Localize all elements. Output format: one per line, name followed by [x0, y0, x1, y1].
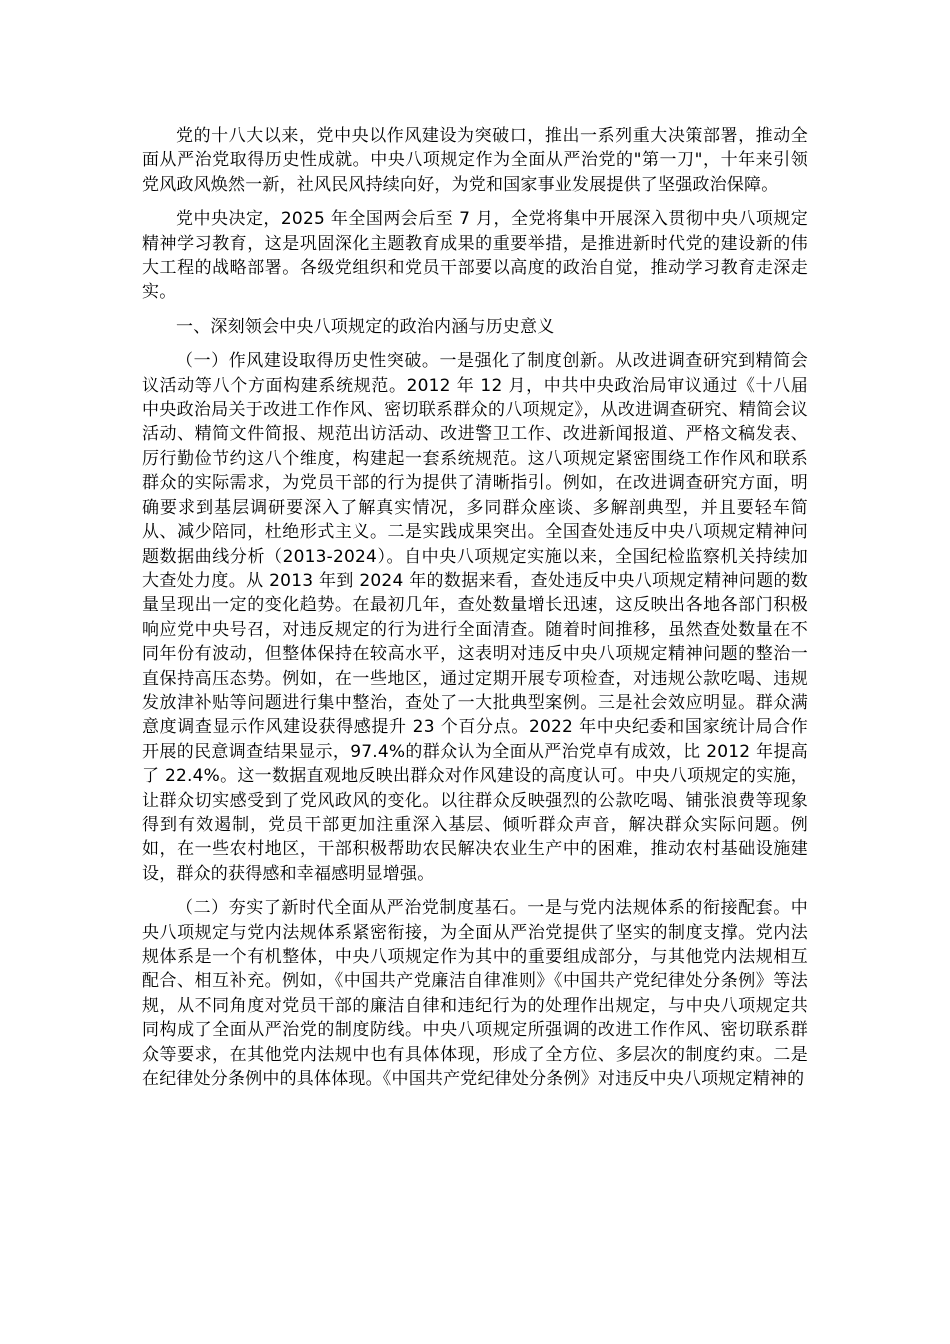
section-heading: 一、深刻领会中央八项规定的政治内涵与历史意义	[176, 316, 555, 337]
intro-paragraph-1: 党的十八大以来，党中央以作风建设为突破口，推出一系列重大决策部署，推动全面从严治党取得历史性成就。中央八项规定作为全面从严治党的"第一刀"，十年来引领党风政风焕然一新，社风民风持续向好，为党和国家事业发展提供了坚强政治保障。	[142, 126, 808, 195]
intro-paragraph-2: 党中央决定，2025 年全国两会后至 7 月，全党将集中开展深入贯彻中央八项规定精神学习教育，这是巩固深化主题教育成果的重要举措，是推进新时代党的建设新的伟大工程的战略部署。各级党组织和党员干部要以高度的政治自觉，推动学习教育走深走实。	[142, 209, 808, 303]
section-paragraph-2: （二）夯实了新时代全面从严治党制度基石。一是与党内法规体系的衔接配套。中央八项规定与党内法规体系紧密衔接，为全面从严治党提供了坚实的制度支撑。党内法规体系是一个有机整体，中央八项规定作为其中的重要组成部分，与其他党内法规相互配合、相互补充。例如，《中国共产党廉洁自律准则》《中国共产党纪律处分条例》等法规，从不同角度对党员干部的廉洁自律和违纪行为的处理作出规定，与中央八项规定共同构成了全面从严治党的制度防线。中央八项规定所强调的改进工作作风、密切联系群众等要求，在其他党内法规中也有具体体现，形成了全方位、多层次的制度约束。二是在纪律处分条例中的具体体现。《中国共产党纪律处分条例》对违反中央八项规定精神的	[142, 898, 808, 1090]
document-page	[142, 124, 808, 1101]
section-paragraph-1: （一）作风建设取得历史性突破。一是强化了制度创新。从改进调查研究到精简会议活动等八个方面构建系统规范。2012 年 12 月，中共中央政治局审议通过《十八届中央政治局关于改进工作作风、密切联系群众的八项规定》，从改进调查研究、精简会议活动、精简文件简报、规范出访活动、改进警卫工作、改进新闻报道、严格文稿发表、厉行勤俭节约这八个维度，构建起一套系统规范。这八项规定紧密围绕工作作风和联系群众的实际需求，为党员干部的行为提供了清晰指引。例如，在改进调查研究方面，明确要求到基层调研要深入了解真实情况，多同群众座谈、多解剖典型，并且要轻车简从、减少陪同，杜绝形式主义。二是实践成果突出。全国查处违反中央八项规定精神问题数据曲线分析（2013-2024）。自中央八项规定实施以来，全国纪检监察机关持续加大查处力度。从 2013 年到 2024 年的数据来看，查处违反中央八项规定精神问题的数量呈现出一定的变化趋势。在最初几年，查处数量增长迅速，这反映出各地各部门积极响应党中央号召，对违反规定的行为进行全面清查。随着时间推移，虽然查处数量在不同年份有波动，但整体保持在较高水平，这表明对违反中央八项规定精神问题的整治一直保持高压态势。例如，在一些地区，通过定期开展专项检查，对违规公款吃喝、违规发放津补贴等问题进行集中整治，查处了一大批典型案例。三是社会效应明显。群众满意度调查显示作风建设获得感提升 23 个百分点。2022 年中央纪委和国家统计局合作开展的民意调查结果显示，97.4%的群众认为全面从严治党卓有成效，比 2012 年提高了 22.4%。这一数据直观地反映出群众对作风建设的高度认可。中央八项规定的实施，让群众切实感受到了党风政风的变化。以往群众反映强烈的公款吃喝、铺张浪费等现象得到有效遏制，党员干部更加注重深入基层、倾听群众声音，解决群众实际问题。例如，在一些农村地区，干部积极帮助农民解决农业生产中的困难，推动农村基础设施建设，群众的获得感和幸福感明显增强。	[142, 351, 808, 884]
